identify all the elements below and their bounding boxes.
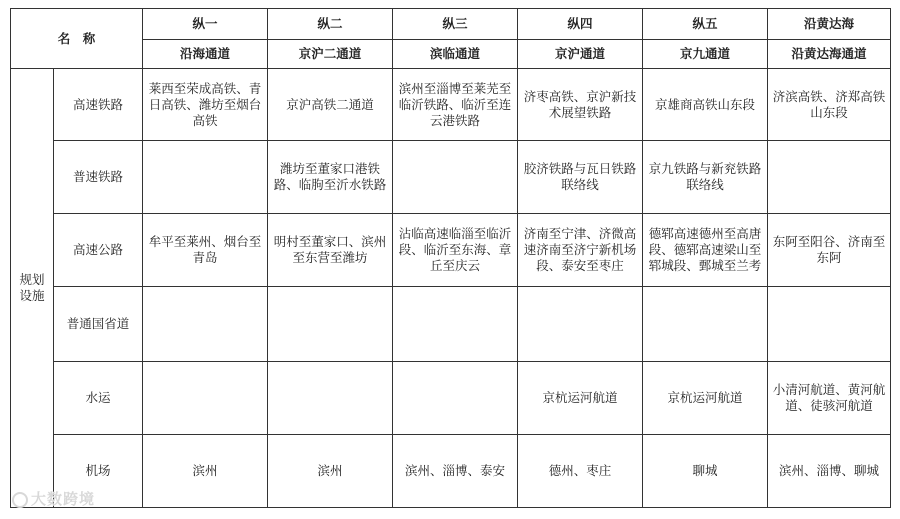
table-cell (643, 287, 768, 362)
table-cell: 京沪高铁二通道 (268, 69, 393, 141)
table-cell (768, 287, 891, 362)
table-row (11, 287, 891, 362)
column-id: 纵三 (393, 9, 518, 40)
column-id: 纵五 (643, 9, 768, 40)
row-label: 高速公路 (54, 214, 143, 287)
planning-table (10, 8, 891, 508)
row-label: 机场 (54, 435, 143, 508)
column-id: 纵一 (143, 9, 268, 40)
row-label: 普通国省道 (54, 287, 143, 362)
table-cell: 滨州 (143, 435, 268, 508)
table-cell: 明村至董家口、滨州至东营至潍坊 (268, 214, 393, 287)
column-name: 京沪通道 (518, 40, 643, 69)
row-label: 水运 (54, 362, 143, 435)
column-name: 滨临通道 (393, 40, 518, 69)
table-row (11, 69, 891, 141)
table-cell: 京九铁路与新兖铁路联络线 (643, 141, 768, 214)
watermark-text: 大数跨境 (31, 490, 96, 508)
table-cell: 京杭运河航道 (518, 362, 643, 435)
row-label: 普速铁路 (54, 141, 143, 214)
table-cell (143, 141, 268, 214)
name-header: 名 称 (11, 9, 143, 69)
table-cell: 滨州、淄博、聊城 (768, 435, 891, 508)
table-cell: 潍坊至董家口港铁路、临朐至沂水铁路 (268, 141, 393, 214)
column-name: 沿海通道 (143, 40, 268, 69)
table-cell (768, 141, 891, 214)
table-cell: 牟平至莱州、烟台至青岛 (143, 214, 268, 287)
table-row (11, 435, 891, 508)
table-row (11, 141, 891, 214)
column-name: 沿黄达海通道 (768, 40, 891, 69)
table-cell: 德州、枣庄 (518, 435, 643, 508)
table-cell: 滨州至淄博至莱芜至临沂铁路、临沂至连云港铁路 (393, 69, 518, 141)
table-cell (393, 287, 518, 362)
table-row (11, 214, 891, 287)
table-cell (393, 141, 518, 214)
table-cell: 济滨高铁、济郑高铁山东段 (768, 69, 891, 141)
column-id: 纵四 (518, 9, 643, 40)
column-name: 京九通道 (643, 40, 768, 69)
table-cell: 聊城 (643, 435, 768, 508)
table-cell: 济枣高铁、京沪新技术展望铁路 (518, 69, 643, 141)
table-row (11, 362, 891, 435)
table-cell: 小清河航道、黄河航道、徒骇河航道 (768, 362, 891, 435)
table-cell: 京杭运河航道 (643, 362, 768, 435)
table-cell (268, 287, 393, 362)
table-cell (518, 287, 643, 362)
table-cell (393, 362, 518, 435)
table-cell: 胶济铁路与瓦日铁路联络线 (518, 141, 643, 214)
group-label: 规划设施 (11, 69, 54, 508)
table-cell: 莱西至荣成高铁、青日高铁、潍坊至烟台高铁 (143, 69, 268, 141)
table-cell (143, 287, 268, 362)
row-label: 高速铁路 (54, 69, 143, 141)
table-cell: 济南至宁津、济微高速济南至济宁新机场段、泰安至枣庄 (518, 214, 643, 287)
watermark (12, 488, 95, 509)
table-cell: 滨州、淄博、泰安 (393, 435, 518, 508)
logo-icon (12, 492, 28, 508)
table-cell: 东阿至阳谷、济南至东阿 (768, 214, 891, 287)
table-cell: 沾临高速临淄至临沂段、临沂至东海、章丘至庆云 (393, 214, 518, 287)
table-cell: 滨州 (268, 435, 393, 508)
table-cell: 德郓高速德州至高唐段、德郓高速梁山至郓城段、鄄城至兰考 (643, 214, 768, 287)
table-cell (143, 362, 268, 435)
table-cell (268, 362, 393, 435)
column-id: 沿黄达海 (768, 9, 891, 40)
table-cell: 京雄商高铁山东段 (643, 69, 768, 141)
column-name: 京沪二通道 (268, 40, 393, 69)
column-id: 纵二 (268, 9, 393, 40)
